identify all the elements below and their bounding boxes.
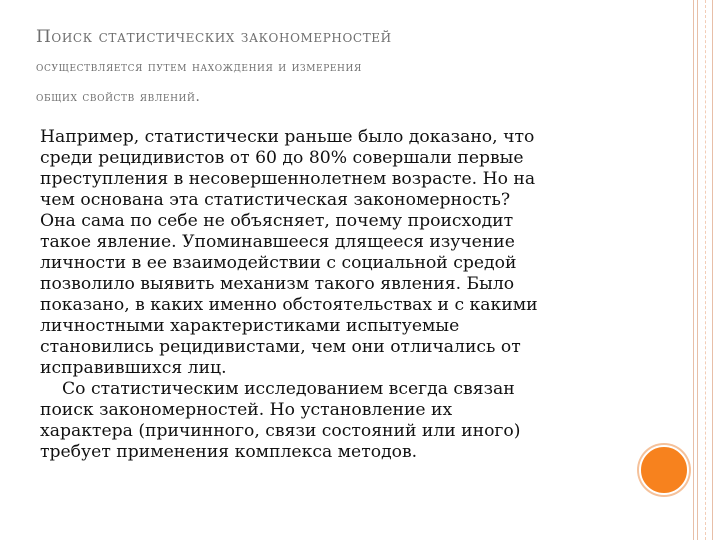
- body-line: характера (причинного, связи состояний или иного): [40, 421, 521, 441]
- body-line: такое явление. Упоминавшееся длящееся изучение: [40, 232, 515, 252]
- body-line: Со статистическим исследованием всегда связан: [62, 379, 515, 399]
- frame-dashed-line: [705, 0, 706, 540]
- body-line: поиск закономерностей. Но установление их: [40, 400, 453, 420]
- body-line: чем основана эта статистическая закономерность?: [40, 190, 511, 210]
- title-line: осуществляется путем нахождения и измерения: [36, 59, 362, 75]
- body-line: среди рецидивистов от 60 до 80% совершали первые: [40, 148, 524, 168]
- frame-line-inner: [697, 0, 698, 540]
- slide-body: [40, 127, 640, 463]
- body-line: Она сама по себе не объясняет, почему происходит: [40, 211, 514, 231]
- body-line: становились рецидивистами, чем они отличались от: [40, 337, 521, 357]
- body-line: личности в ее взаимодействии с социальной средой: [40, 253, 517, 273]
- body-line: позволило выявить механизм такого явления. Было: [40, 274, 515, 294]
- body-line: преступления в несовершеннолетнем возрасте. Но на: [40, 169, 536, 189]
- title-line: общих свойств явлений.: [36, 89, 201, 105]
- body-line: требует применения комплекса методов.: [40, 442, 418, 462]
- body-line: исправившихся лиц.: [40, 358, 227, 378]
- frame-line-right: [712, 0, 713, 540]
- frame-line-left: [693, 0, 694, 540]
- paragraph-example: [40, 127, 640, 379]
- slide-title: [36, 22, 636, 112]
- title-line: Поиск статистических закономерностей: [36, 27, 392, 47]
- paragraph-conclusion: [40, 379, 640, 463]
- body-line: показано, в каких именно обстоятельствах и с какими: [40, 295, 538, 315]
- accent-circle: [639, 445, 689, 495]
- body-line: Например, статистически раньше было доказано, что: [40, 127, 535, 147]
- body-line: личностными характеристиками испытуемые: [40, 316, 460, 336]
